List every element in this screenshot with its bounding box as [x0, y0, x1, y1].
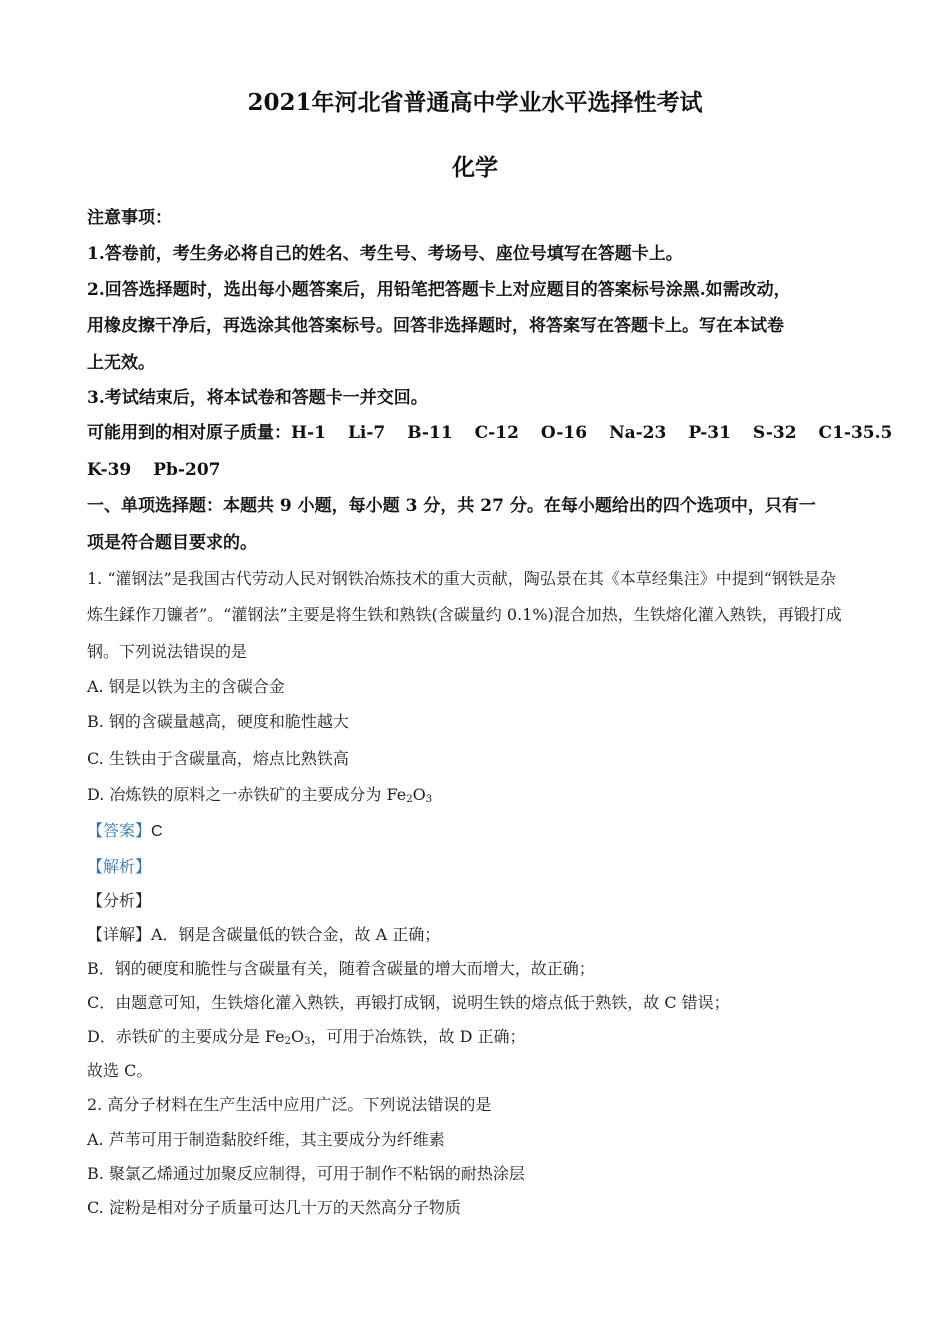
q1-stem-line-3: 钢。下列说法错误的是	[87, 642, 248, 661]
q1-detail-d-text: O	[291, 1027, 305, 1046]
q1-option-d	[87, 784, 432, 806]
atomic-mass-value: C1-35.5	[818, 423, 893, 443]
atomic-mass-value: H-1	[291, 423, 326, 443]
subject-title: 化学	[452, 154, 498, 181]
fenxi-label: 【分析】	[87, 891, 152, 910]
q1-detail-a: 【详解】A．钢是含碳量低的铁合金，故 A 正确；	[87, 925, 441, 944]
q1-stem-line-2: 炼生鍒作刀镰者”。“灌钢法”主要是将生铁和熟铁(含碳量约 0.1%)混合加热，生铁熔化灌入熟铁，再锻打成	[87, 605, 842, 624]
notice-item-3: 3.考试结束后，将本试卷和答题卡一并交回。	[87, 388, 428, 408]
q1-detail-d	[87, 1026, 526, 1048]
atomic-mass-value: B-11	[407, 423, 453, 443]
q1-detail-d-text: D．赤铁矿的主要成分是 Fe	[87, 1027, 285, 1046]
q1-option-c: C. 生铁由于含碳量高，熔点比熟铁高	[87, 749, 349, 768]
atomic-mass-value: C-12	[474, 423, 519, 443]
q1-detail-c: C．由题意可知，生铁熔化灌入熟铁，再锻打成钢，说明生铁的熔点低于熟铁，故 C 错误；	[87, 993, 730, 1012]
q2-option-c: C. 淀粉是相对分子质量可达几十万的天然高分子物质	[87, 1198, 461, 1217]
q1-detail-b: B．钢的硬度和脆性与含碳量有关，随着含碳量的增大而增大，故正确；	[87, 959, 595, 978]
subscript: 3	[304, 1036, 311, 1047]
atomic-mass-value: S-32	[752, 423, 797, 443]
q1-answer	[87, 820, 163, 843]
answer-label: 【答案】	[87, 821, 152, 840]
atomic-mass-row-2	[87, 459, 220, 481]
q1-detail-d-text: ，可用于冶炼铁，故 D 正确；	[310, 1027, 526, 1046]
q2-option-b: B. 聚氯乙烯通过加聚反应制得，可用于制作不粘锅的耐热涂层	[87, 1164, 525, 1183]
section-1-heading-line-1: 一、单项选择题：本题共 9 小题，每小题 3 分，共 27 分。在每小题给出的四个选项中，只有一	[87, 496, 816, 516]
atomic-mass-value: Li-7	[347, 423, 386, 443]
answer-value: C	[151, 823, 163, 840]
subscript: 2	[284, 1036, 291, 1047]
atomic-mass-value: P-31	[688, 423, 731, 443]
q1-stem-line-1: 1. “灌钢法”是我国古代劳动人民对钢铁冶炼技术的重大贡献，陶弘景在其《本草经集注》中提到“钢铁是杂	[87, 569, 836, 588]
q2-stem: 2. 高分子材料在生产生活中应用广泛。下列说法错误的是	[87, 1095, 492, 1114]
atomic-mass-value: K-39	[87, 460, 132, 480]
q1-conclusion: 故选 C。	[87, 1061, 153, 1080]
q1-option-a: A. 钢是以铁为主的含碳合金	[87, 677, 285, 696]
q2-option-a: A. 芦苇可用于制造黏胶纤维，其主要成分为纤维素	[87, 1130, 445, 1149]
atomic-mass-row-1	[87, 422, 892, 444]
notice-item-2-line-3: 上无效。	[87, 353, 155, 373]
section-1-heading-line-2: 项是符合题目要求的。	[87, 533, 257, 553]
notice-item-2-line-2: 用橡皮擦干净后，再选涂其他答案标号。回答非选择题时，将答案写在答题卡上。写在本试卷	[87, 316, 784, 336]
atomic-mass-value: Pb-207	[153, 460, 221, 480]
notice-item-2-line-1: 2.回答选择题时，选出每小题答案后，用铅笔把答题卡上对应题目的答案标号涂黑.如需改动，	[87, 280, 791, 300]
q1-option-d-text: D. 冶炼铁的原料之一赤铁矿的主要成分为 Fe	[87, 785, 407, 804]
exam-title: 2021年河北省普通高中学业水平选择性考试	[247, 89, 703, 116]
atomic-mass-value: O-16	[540, 423, 588, 443]
analysis-label: 【解析】	[87, 857, 152, 876]
subscript: 2	[406, 794, 413, 805]
notice-heading: 注意事项：	[87, 208, 172, 228]
notice-item-1: 1.答卷前，考生务必将自己的姓名、考生号、考场号、座位号填写在答题卡上。	[87, 244, 683, 264]
q1-option-d-text: O	[412, 785, 426, 804]
atomic-mass-label: 可能用到的相对原子质量：	[87, 423, 291, 443]
subscript: 3	[425, 794, 433, 805]
q1-option-b: B. 钢的含碳量越高，硬度和脆性越大	[87, 712, 349, 731]
atomic-mass-value: Na-23	[609, 423, 667, 443]
